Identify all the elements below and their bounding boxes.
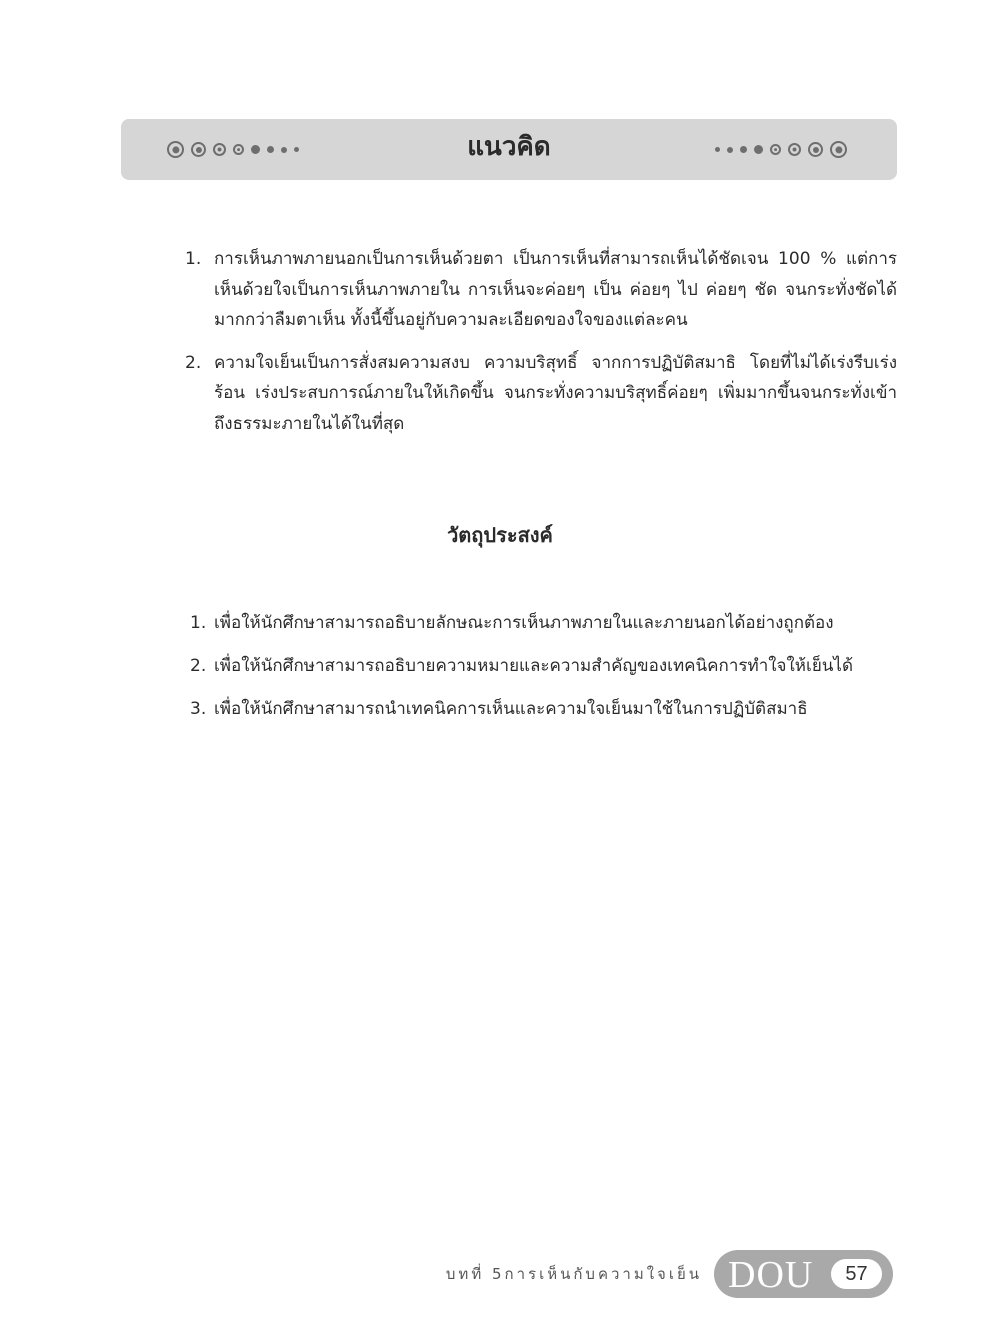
list-item-text: ความใจเย็นเป็นการสั่งสมความสงบ ความบริสุทธิ์ จากการปฏิบัติสมาธิ โดยที่ไม่ได้เร่งรีบเร่งร้อน เร่งประสบการณ์ภายในให้เกิดขึ้น จนกระทั่งความบริสุทธิ์ค่อยๆ เพิ่มมากขึ้นจนกระทั่งเข้าถึงธรรมะภายในได้ในที่สุด <box>214 352 897 434</box>
list-item <box>190 608 897 638</box>
list-item-number: 2. <box>190 656 207 676</box>
ornament-dot-icon <box>740 146 747 153</box>
ornament-dot-icon <box>770 144 781 155</box>
list-item <box>185 348 897 440</box>
list-item <box>185 244 897 336</box>
list-item-text: เพื่อให้นักศึกษาสามารถอธิบายลักษณะการเห็นภาพภายในและภายนอกได้อย่างถูกต้อง <box>214 613 834 633</box>
header-banner <box>121 119 897 180</box>
list-item-number: 1. <box>185 249 202 269</box>
ornament-dot-icon <box>754 145 763 154</box>
list-item-text: การเห็นภาพภายนอกเป็นการเห็นด้วยตา เป็นการเห็นที่สามารถเห็นได้ชัดเจน 100 % แต่การเห็นด้วยใจเป็นการเห็นภาพภายใน การเห็นจะค่อยๆ เป็น ค่อยๆ ไป ค่อยๆ ชัด จนกระทั่งชัดได้มากกว่าลืมตาเห็น ทั้งนี้ขึ้นอยู่กับความละเอียดของใจของแต่ละคน <box>214 249 897 330</box>
list-item-text: เพื่อให้นักศึกษาสามารถอธิบายความหมายและความสำคัญของเทคนิคการทำใจให้เย็นได้ <box>214 656 853 676</box>
footer-badge <box>714 1250 893 1298</box>
ornament-dot-icon <box>788 143 801 156</box>
banner-ornament-right-icon <box>715 119 847 180</box>
page-title: แนวคิด <box>467 132 551 162</box>
list-item-text: เพื่อให้นักศึกษาสามารถนำเทคนิคการเห็นและความใจเย็นมาใช้ในการปฏิบัติสมาธิ <box>214 699 808 719</box>
ornament-dot-icon <box>727 147 733 153</box>
dou-logo: DOU <box>728 1254 814 1296</box>
list-item <box>190 651 897 681</box>
ornament-dot-icon <box>830 141 847 158</box>
objective-list <box>190 608 897 737</box>
ornament-dot-icon <box>715 147 720 152</box>
page-number: 57 <box>831 1259 882 1289</box>
list-item <box>190 694 897 724</box>
footer-chapter-title: บทที่ 5การเห็นกับความใจเย็น <box>445 1265 702 1283</box>
list-item-number: 1. <box>190 613 207 633</box>
concept-list <box>185 244 897 451</box>
list-item-number: 3. <box>190 699 207 719</box>
list-item-number: 2. <box>185 352 202 373</box>
ornament-dot-icon <box>808 142 823 157</box>
objectives-heading: วัตถุประสงค์ <box>447 523 553 547</box>
